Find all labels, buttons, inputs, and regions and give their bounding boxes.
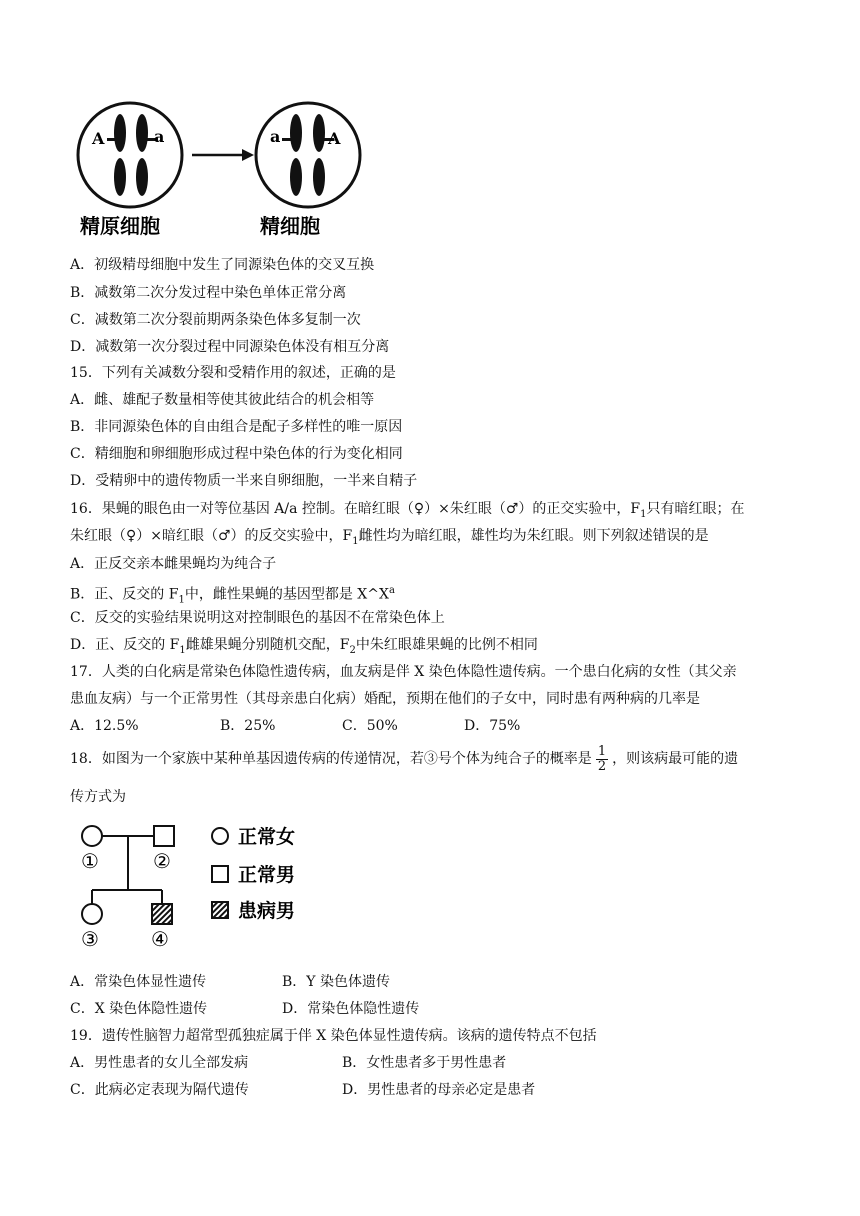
q18-option-d: D．常染色体隐性遗传: [282, 1001, 420, 1017]
q15-option-b: B．非同源染色体的自由组合是配子多样性的唯一原因: [70, 419, 403, 435]
spermatogonium-cell: [78, 103, 182, 207]
q14-option-d: D．减数第一次分裂过程中同源染色体没有相互分离: [70, 339, 390, 355]
q19-option-c: C．此病必定表现为隔代遗传: [70, 1082, 249, 1098]
legend-label: 正常女: [238, 826, 296, 848]
male-affected-symbol: [152, 904, 172, 924]
q15-stem: 15．下列有关减数分裂和受精作用的叙述，正确的是: [70, 365, 396, 381]
q18-option-a: A．常染色体显性遗传: [70, 974, 207, 990]
q14-option-b: B．减数第二次分发过程中染色单体正常分离: [70, 285, 347, 301]
legend-label: 正常男: [238, 864, 296, 886]
female-normal-symbol: [82, 826, 102, 846]
legend-male-affected-icon: [212, 902, 228, 918]
chromosome-pair-left: [107, 114, 158, 196]
individual-number: ②: [153, 849, 171, 873]
sperm-cell: [256, 103, 360, 207]
q16-stem-line1: 16．果蝇的眼色由一对等位基因 A/a 控制。在暗红眼（♀）×朱红眼（♂）的正交实验中，$F_1$只有暗红眼；在: [70, 501, 745, 520]
q17-options: [70, 716, 770, 736]
male-normal-symbol: [154, 826, 174, 846]
gene-label: a: [154, 127, 165, 146]
q19-option-a: A．男性患者的女儿全部发病: [70, 1055, 249, 1071]
q19-option-d: D．男性患者的母亲必定是患者: [342, 1082, 536, 1098]
fraction: $\frac{1}{2}$: [597, 743, 607, 774]
q17-option-a: A．12.5%: [70, 718, 139, 734]
gene-label: A: [92, 129, 105, 148]
q17-option-d: D．75%: [464, 718, 521, 734]
q18-stem-line1: 18．如图为一个家族中某种单基因遗传病的传递情况，若③号个体为纯合子的概率是 $\frac{1}{2}$ ，则该病最可能的遗: [70, 743, 739, 774]
q15-option-d: D．受精卵中的遗传物质一半来自卵细胞，一半来自精子: [70, 473, 418, 489]
q14-option-a: A．初级精母细胞中发生了同源染色体的交叉互换: [70, 257, 375, 273]
chromosome-pair-right: [282, 114, 334, 196]
q16-option-b: B．正、反交的 $F_1$中，雌性果蝇的基因型都是 $X\^{}X^a$: [70, 585, 395, 606]
gene-label: A: [328, 129, 341, 148]
q16-option-c: C．反交的实验结果说明这对控制眼色的基因不在常染色体上: [70, 610, 445, 626]
individual-number: ④: [151, 927, 169, 951]
q19-option-b: B．女性患者多于男性患者: [342, 1055, 507, 1071]
q17-option-b: B．25%: [220, 718, 276, 734]
q18-options-row1: [70, 972, 770, 992]
individual-number: ①: [81, 849, 99, 873]
q17-stem-line2: 患血友病）与一个正常男性（其母亲患白化病）婚配，预期在他们的子女中，同时患有两种病的几率是: [70, 691, 700, 707]
q16-stem-line2: 朱红眼（♀）×暗红眼（♂）的反交实验中，$F_1$雌性均为暗红眼，雄性均为朱红眼。则下列叙述错误的是: [70, 528, 709, 547]
legend-male-normal-icon: [212, 866, 228, 882]
individual-number: ③: [81, 927, 99, 951]
figure-label-right: 精细胞: [260, 214, 320, 238]
arrow-icon: [192, 149, 254, 161]
q18-options-row2: [70, 999, 770, 1019]
q16-option-a: A．正反交亲本雌果蝇均为纯合子: [70, 556, 277, 572]
q19-stem: 19．遗传性脑智力超常型孤独症属于伴 X 染色体显性遗传病。该病的遗传特点不包括: [70, 1028, 597, 1044]
gene-label: a: [270, 127, 281, 146]
pedigree-chart: [70, 822, 330, 954]
female-normal-symbol: [82, 904, 102, 924]
meiosis-figure: [70, 100, 370, 240]
q18-option-c: C．X 染色体隐性遗传: [70, 1001, 208, 1017]
legend-female-normal-icon: [212, 828, 228, 844]
q18-option-b: B．Y 染色体遗传: [282, 974, 390, 990]
q15-option-a: A．雌、雄配子数量相等使其彼此结合的机会相等: [70, 392, 375, 408]
q19-options-row1: [70, 1053, 770, 1073]
q16-option-d: D．正、反交的 $F_1$雌雄果蝇分别随机交配，$F_2$中朱红眼雄果蝇的比例不相同: [70, 637, 538, 656]
q18-stem-line2: 传方式为: [70, 789, 126, 805]
legend-label: 患病男: [238, 900, 296, 922]
q14-option-c: C．减数第二次分裂前期两条染色体多复制一次: [70, 312, 361, 328]
q19-options-row2: [70, 1080, 770, 1100]
q15-option-c: C．精细胞和卵细胞形成过程中染色体的行为变化相同: [70, 446, 403, 462]
figure-label-left: 精原细胞: [80, 214, 160, 238]
q17-stem-line1: 17．人类的白化病是常染色体隐性遗传病，血友病是伴 X 染色体隐性遗传病。一个患白化病的女性（其父亲: [70, 664, 737, 680]
q17-option-c: C．50%: [342, 718, 398, 734]
